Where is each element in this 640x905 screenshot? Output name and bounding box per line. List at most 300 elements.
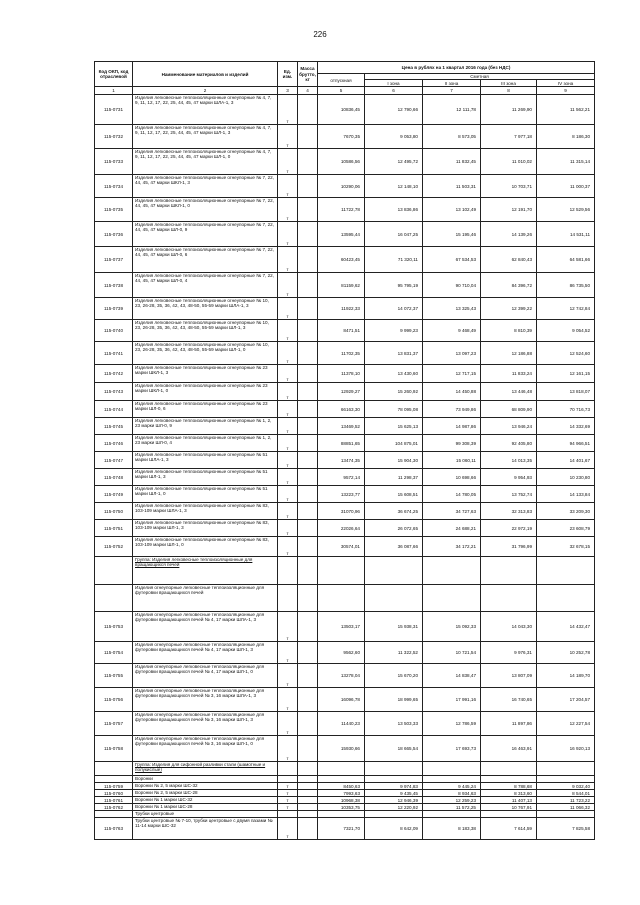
- row-zone-4-price: 11 315,14: [537, 149, 595, 175]
- row-name: Изделия легковесные теплоизоляционные огнеупорные № 7, 22, 44, 45, 47 марки ШЛ-0, 6: [133, 247, 278, 273]
- header-zone-1: I зона: [365, 80, 423, 87]
- row-zone-1-price: 11 322,52: [365, 642, 423, 664]
- row-unit: т: [278, 175, 298, 198]
- row-zone-4-price: [537, 585, 595, 612]
- row-zone-1-price: 15 625,13: [365, 418, 423, 435]
- row-zone-3-price: 13 946,24: [481, 418, 537, 435]
- table-row: [95, 612, 595, 642]
- row-unit: т: [278, 537, 298, 557]
- row-name: Изделия легковесные теплоизоляционные огнеупорные № 83, 103-109 марки ШЛ-1, 0: [133, 537, 278, 557]
- row-zone-3-price: 12 191,70: [481, 198, 537, 222]
- row-name: Изделия легковесные теплоизоляционные огнеупорные № 4, 7, 9, 11, 12, 17, 22, 25, 44, 45, 47 марки ШЛ-1, 0: [133, 149, 278, 175]
- row-release-price: 13503,17: [318, 612, 365, 642]
- row-zone-2-price: 34 172,21: [423, 537, 481, 557]
- row-unit: т: [278, 125, 298, 149]
- table-row: [95, 383, 595, 401]
- row-zone-4-price: 11 562,21: [537, 95, 595, 125]
- row-zone-1-price: 36 087,66: [365, 537, 423, 557]
- row-zone-1-price: 104 875,01: [365, 435, 423, 452]
- row-code: 115-0753: [95, 612, 133, 642]
- row-mass: [298, 776, 318, 783]
- row-unit: т: [278, 469, 298, 486]
- row-release-price: 11922,33: [318, 298, 365, 320]
- row-name: Изделия огнеупорные легковесные теплоизоляционные для футеровки вращающихся печей № 3, 16 марки ШЛ-1, 0: [133, 736, 278, 762]
- table-row: [95, 688, 595, 712]
- row-name: Изделия легковесные теплоизоляционные огнеупорные № 10, 23, 26-28, 35, 36, 42, 43, 48-50, 55-59 марки ШЛ-1, 0: [133, 342, 278, 365]
- column-number: 2: [133, 87, 278, 95]
- row-zone-4-price: [537, 776, 595, 783]
- row-zone-4-price: 7 825,58: [537, 818, 595, 840]
- row-release-price: 88851,65: [318, 435, 365, 452]
- table-row: [95, 537, 595, 557]
- row-zone-3-price: 68 809,90: [481, 401, 537, 418]
- row-unit: т: [278, 612, 298, 642]
- header-unit: Ед. изм.: [278, 62, 298, 87]
- row-unit: т: [278, 320, 298, 342]
- row-zone-2-price: 67 534,53: [423, 247, 481, 273]
- row-code: 115-0741: [95, 342, 133, 365]
- row-unit: т: [278, 198, 298, 222]
- row-mass: [298, 790, 318, 797]
- row-zone-2-price: 9 468,49: [423, 320, 481, 342]
- header-price: Цена в рублях на 1 квартал 2016 года (без НДС): [318, 62, 595, 74]
- mass-cell: [298, 762, 318, 776]
- row-zone-4-price: 33 209,30: [537, 503, 595, 520]
- row-zone-4-price: 12 742,84: [537, 298, 595, 320]
- table-row: [95, 95, 595, 125]
- row-zone-1-price: 12 946,39: [365, 797, 423, 804]
- group-title: Группа: Изделия для сифонной разливки стали (шамотные и полукислые): [133, 762, 278, 776]
- column-number: 4: [298, 87, 318, 95]
- row-name: Изделия огнеупорные легковесные теплоизоляционные для футеровки вращающихся печей № 4, 17 марки ШЛА-1, 3: [133, 612, 278, 642]
- row-name: Воронки № 2, 5 марки ШС-28: [133, 790, 278, 797]
- table-row: [95, 503, 595, 520]
- header-zone-3: III зона: [481, 80, 537, 87]
- table-row: [95, 175, 595, 198]
- table-row: [95, 401, 595, 418]
- row-zone-1-price: 18 999,65: [365, 688, 423, 712]
- header-release: отпускная: [318, 74, 365, 87]
- row-mass: [298, 418, 318, 435]
- table-row: [95, 790, 595, 797]
- row-unit: т: [278, 804, 298, 811]
- row-zone-4-price: 12 227,54: [537, 712, 595, 736]
- row-name: Изделия легковесные теплоизоляционные огнеупорные № 7, 22, 44, 45, 47 марки ШКЛ-1, 0: [133, 198, 278, 222]
- row-zone-3-price: 8 788,68: [481, 783, 537, 790]
- row-zone-2-price: [423, 776, 481, 783]
- row-zone-2-price: 8 183,38: [423, 818, 481, 840]
- row-zone-3-price: 62 840,43: [481, 247, 537, 273]
- row-name: Изделия легковесные теплоизоляционные огнеупорные № 51 марки ШЛА-1, 3: [133, 452, 278, 469]
- row-code: 115-0759: [95, 783, 133, 790]
- column-number-row: [95, 87, 595, 95]
- row-mass: [298, 811, 318, 818]
- row-code: 115-0761: [95, 797, 133, 804]
- row-mass: [298, 783, 318, 790]
- row-code: 115-0763: [95, 818, 133, 840]
- row-name: Изделия огнеупорные легковесные теплоизоляционные для футеровки вращающихся печей № 3, 16 марки ШЛА-1, 3: [133, 688, 278, 712]
- row-zone-1-price: 15 670,20: [365, 664, 423, 688]
- row-name: Изделия легковесные теплоизоляционные огнеупорные № 23 марки ШКЛ-1, 3: [133, 365, 278, 383]
- row-zone-1-price: 18 665,54: [365, 736, 423, 762]
- row-unit: т: [278, 712, 298, 736]
- row-name: Трубки центровые: [133, 811, 278, 818]
- row-code: 115-0745: [95, 418, 133, 435]
- zone4-cell: [537, 557, 595, 585]
- row-name: Трубки центровые № 7-10, трубки центровые с двумя пазами № 11-14 марки ШС-32: [133, 818, 278, 840]
- row-release-price: 10290,06: [318, 175, 365, 198]
- row-zone-3-price: 11 407,13: [481, 797, 537, 804]
- row-unit: т: [278, 95, 298, 125]
- row-mass: [298, 818, 318, 840]
- row-release-price: 11440,23: [318, 712, 365, 736]
- row-zone-4-price: 13 818,07: [537, 383, 595, 401]
- row-code: 115-0754: [95, 642, 133, 664]
- page-number: 226: [313, 30, 327, 39]
- row-zone-4-price: 17 204,57: [537, 688, 595, 712]
- table-row: [95, 520, 595, 537]
- row-zone-3-price: 7 614,59: [481, 818, 537, 840]
- row-name: Изделия легковесные теплоизоляционные огнеупорные № 51 марки ШЛ-1, 0: [133, 486, 278, 503]
- row-zone-4-price: 12 161,15: [537, 365, 595, 383]
- row-zone-1-price: 9 053,80: [365, 125, 423, 149]
- row-zone-2-price: 10 698,66: [423, 469, 481, 486]
- row-unit: т: [278, 365, 298, 383]
- row-name: Изделия легковесные теплоизоляционные огнеупорные № 23 марки ШЛ-0, 6: [133, 401, 278, 418]
- row-release-price: 22026,64: [318, 520, 365, 537]
- price-table: [94, 61, 595, 840]
- row-zone-2-price: 11 503,31: [423, 175, 481, 198]
- row-name: Воронки № 1 марки ШС-32: [133, 797, 278, 804]
- row-mass: [298, 365, 318, 383]
- row-release-price: 11702,35: [318, 342, 365, 365]
- row-zone-2-price: 12 259,23: [423, 797, 481, 804]
- row-unit: [278, 811, 298, 818]
- row-zone-3-price: 11 897,86: [481, 712, 537, 736]
- row-zone-1-price: [365, 776, 423, 783]
- row-zone-2-price: 14 987,86: [423, 418, 481, 435]
- table-row: [95, 712, 595, 736]
- row-zone-1-price: 8 642,09: [365, 818, 423, 840]
- row-mass: [298, 383, 318, 401]
- row-code: 115-0735: [95, 198, 133, 222]
- row-code: [95, 762, 133, 776]
- row-release-price: 16096,78: [318, 688, 365, 712]
- row-zone-3-price: 14 013,35: [481, 452, 537, 469]
- row-zone-3-price: 13 446,48: [481, 383, 537, 401]
- row-name: Изделия огнеупорные легковесные теплоизоляционные для футеровки вращающихся печей: [133, 585, 278, 612]
- row-zone-4-price: 8 544,01: [537, 790, 595, 797]
- row-code: 115-0752: [95, 537, 133, 557]
- row-zone-3-price: 13 807,09: [481, 664, 537, 688]
- group-title: Группа: Изделия легковесные теплоизоляционные для вращающихся печей: [133, 557, 278, 585]
- row-zone-4-price: 10 230,80: [537, 469, 595, 486]
- row-zone-2-price: 12 717,15: [423, 365, 481, 383]
- table-row: [95, 452, 595, 469]
- row-release-price: 11722,78: [318, 198, 365, 222]
- row-zone-3-price: 12 186,88: [481, 342, 537, 365]
- row-code: 115-0755: [95, 664, 133, 688]
- row-code: 115-0758: [95, 736, 133, 762]
- zone3-cell: [481, 762, 537, 776]
- row-mass: [298, 585, 318, 612]
- row-zone-3-price: 31 796,99: [481, 537, 537, 557]
- row-zone-1-price: 15 938,31: [365, 612, 423, 642]
- row-unit: т: [278, 664, 298, 688]
- table-row: [95, 585, 595, 612]
- row-name: Воронки: [133, 776, 278, 783]
- row-zone-2-price: 99 308,39: [423, 435, 481, 452]
- row-name: Изделия огнеупорные легковесные теплоизоляционные для футеровки вращающихся печей № 3, 16 марки ШЛ-1, 3: [133, 712, 278, 736]
- row-zone-4-price: 9 032,40: [537, 783, 595, 790]
- column-number: 1: [95, 87, 133, 95]
- header-name: Наименование материалов и изделий: [133, 62, 278, 87]
- price-cell: [318, 557, 365, 585]
- row-zone-3-price: 32 313,83: [481, 503, 537, 520]
- row-unit: т: [278, 520, 298, 537]
- row-zone-1-price: 26 072,65: [365, 520, 423, 537]
- row-zone-1-price: 14 072,37: [365, 298, 423, 320]
- row-zone-2-price: 15 195,46: [423, 222, 481, 247]
- row-zone-1-price: 13 430,60: [365, 365, 423, 383]
- row-release-price: 8471,51: [318, 320, 365, 342]
- row-unit: т: [278, 149, 298, 175]
- row-code: 115-0750: [95, 503, 133, 520]
- row-zone-3-price: 84 396,72: [481, 273, 537, 298]
- row-release-price: 81159,62: [318, 273, 365, 298]
- row-zone-3-price: [481, 811, 537, 818]
- row-zone-2-price: 15 060,11: [423, 452, 481, 469]
- table-body: [95, 95, 595, 840]
- row-code: 115-0760: [95, 790, 133, 797]
- row-unit: т: [278, 435, 298, 452]
- row-name: Изделия легковесные теплоизоляционные огнеупорные № 10, 23, 26-28, 35, 36, 42, 43, 48-50, 55-59 марки ШЛ-1, 3: [133, 320, 278, 342]
- row-zone-4-price: 10 252,78: [537, 642, 595, 664]
- row-code: 115-0746: [95, 435, 133, 452]
- group-row: [95, 762, 595, 776]
- row-zone-2-price: 73 949,86: [423, 401, 481, 418]
- row-zone-2-price: 9 445,24: [423, 783, 481, 790]
- row-mass: [298, 222, 318, 247]
- row-zone-1-price: [365, 811, 423, 818]
- row-unit: т: [278, 503, 298, 520]
- row-unit: т: [278, 818, 298, 840]
- row-release-price: 12929,27: [318, 383, 365, 401]
- row-code: 115-0762: [95, 804, 133, 811]
- row-zone-3-price: 9 954,93: [481, 469, 537, 486]
- row-unit: т: [278, 688, 298, 712]
- row-release-price: 13474,35: [318, 452, 365, 469]
- row-name: Изделия легковесные теплоизоляционные огнеупорные № 4, 7, 9, 11, 12, 17, 22, 25, 44, 45, 47 марки ШЛ-1, 3: [133, 125, 278, 149]
- row-mass: [298, 804, 318, 811]
- row-mass: [298, 712, 318, 736]
- table-row: [95, 435, 595, 452]
- row-zone-4-price: 11 000,37: [537, 175, 595, 198]
- row-mass: [298, 797, 318, 804]
- row-code: 115-0757: [95, 712, 133, 736]
- row-code: 115-0734: [95, 175, 133, 198]
- row-zone-4-price: 14 189,70: [537, 664, 595, 688]
- row-zone-1-price: 13 831,37: [365, 342, 423, 365]
- row-release-price: 31070,96: [318, 503, 365, 520]
- row-zone-1-price: 9 999,23: [365, 320, 423, 342]
- row-code: 115-0737: [95, 247, 133, 273]
- row-release-price: 60423,45: [318, 247, 365, 273]
- row-zone-3-price: 14 043,30: [481, 612, 537, 642]
- row-zone-2-price: 34 727,63: [423, 503, 481, 520]
- row-zone-2-price: 14 780,05: [423, 486, 481, 503]
- row-zone-2-price: 24 688,21: [423, 520, 481, 537]
- table-row: [95, 469, 595, 486]
- row-mass: [298, 298, 318, 320]
- table-row: [95, 125, 595, 149]
- table-row: [95, 797, 595, 804]
- row-release-price: 10586,56: [318, 149, 365, 175]
- row-zone-3-price: 10 703,71: [481, 175, 537, 198]
- row-release-price: 66163,30: [318, 401, 365, 418]
- unit-cell: [278, 557, 298, 585]
- row-mass: [298, 125, 318, 149]
- row-zone-1-price: 15 904,30: [365, 452, 423, 469]
- row-mass: [298, 486, 318, 503]
- row-zone-3-price: [481, 585, 537, 612]
- row-code: [95, 811, 133, 818]
- row-unit: т: [278, 486, 298, 503]
- row-release-price: 30574,01: [318, 537, 365, 557]
- row-unit: т: [278, 790, 298, 797]
- row-code: 115-0751: [95, 520, 133, 537]
- row-zone-4-price: 23 608,79: [537, 520, 595, 537]
- header-estimate: Сметная: [365, 74, 595, 80]
- row-code: 115-0732: [95, 125, 133, 149]
- row-release-price: 7321,70: [318, 818, 365, 840]
- row-zone-4-price: 32 678,15: [537, 537, 595, 557]
- row-zone-2-price: [423, 811, 481, 818]
- zone2-cell: [423, 762, 481, 776]
- row-release-price: 8450,63: [318, 783, 365, 790]
- row-code: 115-0733: [95, 149, 133, 175]
- row-zone-4-price: 94 966,51: [537, 435, 595, 452]
- row-name: Изделия огнеупорные легковесные теплоизоляционные для футеровки вращающихся печей № 4, 17 марки ШЛ-1, 0: [133, 664, 278, 688]
- table-row: [95, 149, 595, 175]
- table-row: [95, 804, 595, 811]
- row-zone-1-price: 15 608,51: [365, 486, 423, 503]
- row-code: 115-0744: [95, 401, 133, 418]
- row-zone-4-price: 14 531,11: [537, 222, 595, 247]
- row-mass: [298, 537, 318, 557]
- row-unit: т: [278, 642, 298, 664]
- row-zone-2-price: 14 838,47: [423, 664, 481, 688]
- row-zone-3-price: 16 463,91: [481, 736, 537, 762]
- row-zone-3-price: 11 269,90: [481, 95, 537, 125]
- table-row: [95, 418, 595, 435]
- row-zone-3-price: 8 313,60: [481, 790, 537, 797]
- row-code: [95, 585, 133, 612]
- row-zone-3-price: 10 767,91: [481, 804, 537, 811]
- row-mass: [298, 401, 318, 418]
- row-zone-2-price: 17 991,16: [423, 688, 481, 712]
- table-row: [95, 198, 595, 222]
- row-zone-3-price: [481, 776, 537, 783]
- row-zone-1-price: 15 260,92: [365, 383, 423, 401]
- column-number: 5: [318, 87, 365, 95]
- row-zone-3-price: 12 399,22: [481, 298, 537, 320]
- zone1-cell: [365, 762, 423, 776]
- row-name: Изделия огнеупорные легковесные теплоизоляционные для футеровки вращающихся печей № 4, 17 марки ШЛ-1, 3: [133, 642, 278, 664]
- row-zone-1-price: 16 047,25: [365, 222, 423, 247]
- row-zone-3-price: 14 139,26: [481, 222, 537, 247]
- row-zone-2-price: 90 710,04: [423, 273, 481, 298]
- row-zone-1-price: 71 320,11: [365, 247, 423, 273]
- row-release-price: 10353,75: [318, 804, 365, 811]
- table-row: [95, 736, 595, 762]
- row-zone-4-price: 16 920,13: [537, 736, 595, 762]
- row-name: Изделия легковесные теплоизоляционные огнеупорные № 1, 2, 23 марки ШЛ-0, 9: [133, 418, 278, 435]
- row-zone-4-price: 12 529,56: [537, 198, 595, 222]
- row-zone-2-price: 12 786,59: [423, 712, 481, 736]
- row-name: Изделия легковесные теплоизоляционные огнеупорные № 51 марки ШЛ-1, 3: [133, 469, 278, 486]
- row-unit: т: [278, 222, 298, 247]
- row-zone-2-price: 14 450,88: [423, 383, 481, 401]
- row-zone-4-price: 11 066,32: [537, 804, 595, 811]
- row-name: Изделия легковесные теплоизоляционные огнеупорные № 7, 22, 44, 45, 47 марки ШКЛ-1, 3: [133, 175, 278, 198]
- row-code: 115-0743: [95, 383, 133, 401]
- table-row: [95, 298, 595, 320]
- row-code: 115-0747: [95, 452, 133, 469]
- row-zone-1-price: 95 795,19: [365, 273, 423, 298]
- group-row: [95, 557, 595, 585]
- header-mass: Масса брутто, кг: [298, 62, 318, 87]
- header-zone-2: II зона: [423, 80, 481, 87]
- row-unit: т: [278, 783, 298, 790]
- table-row: [95, 365, 595, 383]
- row-zone-3-price: 8 810,39: [481, 320, 537, 342]
- row-unit: т: [278, 736, 298, 762]
- column-number: 8: [481, 87, 537, 95]
- row-code: 115-0748: [95, 469, 133, 486]
- row-zone-4-price: 8 186,30: [537, 125, 595, 149]
- row-zone-4-price: 14 432,47: [537, 612, 595, 642]
- row-zone-4-price: 14 133,84: [537, 486, 595, 503]
- row-mass: [298, 452, 318, 469]
- table-row: [95, 642, 595, 664]
- zone3-cell: [481, 557, 537, 585]
- row-release-price: [318, 585, 365, 612]
- row-zone-2-price: 10 721,54: [423, 642, 481, 664]
- row-zone-4-price: [537, 811, 595, 818]
- row-name: Изделия легковесные теплоизоляционные огнеупорные № 7, 22, 44, 45, 47 марки ШЛ-0, 9: [133, 222, 278, 247]
- row-code: [95, 776, 133, 783]
- mass-cell: [298, 557, 318, 585]
- header-zone-4: IV зона: [537, 80, 595, 87]
- row-zone-2-price: 13 325,43: [423, 298, 481, 320]
- row-mass: [298, 435, 318, 452]
- row-zone-1-price: 13 503,33: [365, 712, 423, 736]
- row-unit: т: [278, 401, 298, 418]
- row-mass: [298, 95, 318, 125]
- row-zone-3-price: 13 752,74: [481, 486, 537, 503]
- row-zone-2-price: 17 693,73: [423, 736, 481, 762]
- row-zone-3-price: 92 405,80: [481, 435, 537, 452]
- row-zone-1-price: 36 674,25: [365, 503, 423, 520]
- row-zone-1-price: 78 095,08: [365, 401, 423, 418]
- row-code: 115-0739: [95, 298, 133, 320]
- row-zone-4-price: 11 723,22: [537, 797, 595, 804]
- row-mass: [298, 503, 318, 520]
- row-release-price: [318, 811, 365, 818]
- table-row: [95, 664, 595, 688]
- row-name: Изделия легковесные теплоизоляционные огнеупорные № 1, 2, 23 марки ШЛ-0, 4: [133, 435, 278, 452]
